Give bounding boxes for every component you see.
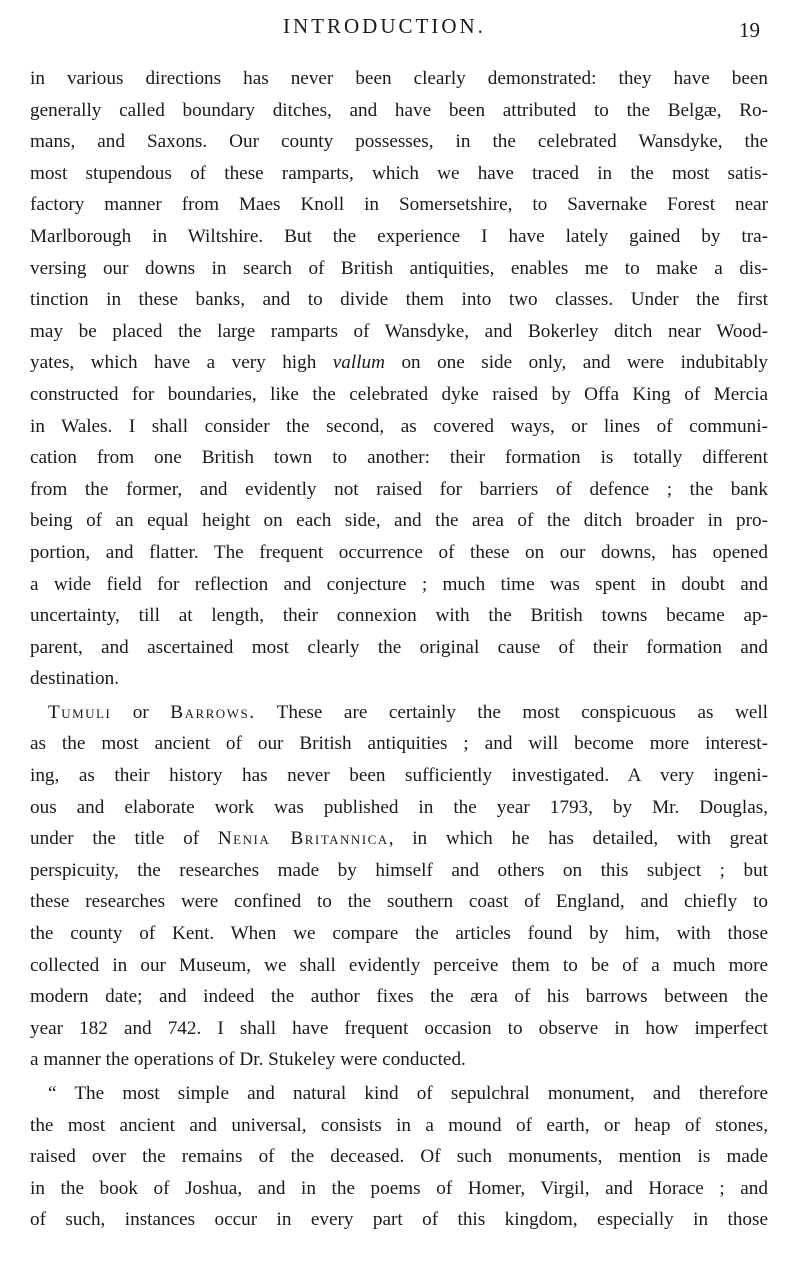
body-text	[30, 63, 768, 1236]
text-line: a wide field for reflection and conjecture ; much time was spent in doubt and	[30, 573, 768, 595]
text-line: ing, as their history has never been sufficiently investigated. A very ingeni-	[30, 765, 768, 787]
running-head	[0, 12, 800, 42]
text-line: these researches were confined to the southern coast of England, and chiefly to	[30, 891, 768, 913]
text-line: constructed for boundaries, like the celebrated dyke raised by Offa King of Mercia	[30, 383, 768, 405]
text-line: factory manner from Maes Knoll in Somersetshire, to Savernake Forest near	[30, 194, 768, 216]
paragraph-quotation	[30, 1078, 768, 1236]
text-line: perspicuity, the researches made by himself and others on this subject ; but	[30, 859, 768, 881]
page-number: 19	[739, 18, 760, 42]
text-line: in various directions has never been clearly demonstrated: they have been	[30, 68, 768, 89]
text-line: may be placed the large ramparts of Wansdyke, and Bokerley ditch near Wood-	[30, 320, 768, 342]
text-run: or	[111, 701, 171, 723]
paragraph-barrows	[30, 697, 768, 1076]
paragraph-ditches	[30, 63, 768, 695]
text-run: yates, which have a very high	[30, 352, 333, 374]
text-line: from the former, and evidently not raised for barriers of defence ; the bank	[30, 478, 768, 500]
text-line: tinction in these banks, and to divide them into two classes. Under the first	[30, 289, 768, 311]
text-line: collected in our Museum, we shall evidently perceive them to be of a much more	[30, 954, 768, 976]
text-line: modern date; and indeed the author fixes the æra of his barrows between the	[30, 986, 768, 1008]
text-line: the county of Kent. When we compare the articles found by him, with those	[30, 923, 768, 945]
text-line: the most ancient and universal, consists in a mound of earth, or heap of stones,	[30, 1114, 768, 1136]
text-line: “ The most simple and natural kind of sepulchral monument, and therefore	[48, 1083, 768, 1104]
text-line: versing our downs in search of British antiquities, enables me to make a dis-	[30, 257, 768, 279]
text-line: Marlborough in Wiltshire. But the experience I have lately gained by tra-	[30, 225, 768, 247]
section-heading: Tumuli	[48, 701, 112, 723]
text-line: portion, and flatter. The frequent occurrence of these on our downs, has opened	[30, 541, 768, 563]
text-line: a manner the operations of Dr. Stukeley were conducted.	[30, 1049, 466, 1071]
text-line	[30, 823, 768, 855]
text-line: in the book of Joshua, and in the poems of Homer, Virgil, and Horace ; and	[30, 1177, 768, 1199]
text-line: generally called boundary ditches, and have been attributed to the Belgæ, Ro-	[30, 99, 768, 121]
running-head-title: INTRODUCTION.	[283, 14, 486, 38]
italic-term: vallum	[332, 352, 385, 374]
text-run: , in which he has detailed, with great	[388, 828, 768, 850]
text-run: These are certainly the most conspicuous as well	[255, 701, 768, 723]
text-line	[30, 697, 768, 729]
book-title: Nenia Britannica	[217, 828, 389, 850]
text-line: destination.	[30, 668, 119, 690]
text-line: year 182 and 742. I shall have frequent occasion to observe in how imperfect	[30, 1017, 768, 1039]
text-line: being of an equal height on each side, and the area of the ditch broader in pro-	[30, 510, 768, 532]
text-line: in Wales. I shall consider the second, as covered ways, or lines of communi-	[30, 415, 768, 437]
text-run: on one side only, and were indubitably	[385, 352, 768, 374]
section-heading: Barrows.	[170, 701, 256, 723]
text-line: cation from one British town to another: their formation is totally different	[30, 447, 768, 469]
text-line: ous and elaborate work was published in the year 1793, by Mr. Douglas,	[30, 796, 768, 818]
text-line: mans, and Saxons. Our county possesses, in the celebrated Wansdyke, the	[30, 131, 768, 153]
text-line: raised over the remains of the deceased. Of such monuments, mention is made	[30, 1146, 768, 1168]
text-line: as the most ancient of our British antiquities ; and will become more interest-	[30, 733, 768, 755]
text-line: uncertainty, till at length, their connexion with the British towns became ap-	[30, 605, 768, 627]
text-line: of such, instances occur in every part of this kingdom, especially in those	[30, 1209, 768, 1231]
text-line: most stupendous of these ramparts, which we have traced in the most satis-	[30, 162, 768, 184]
text-line: parent, and ascertained most clearly the original cause of their formation and	[30, 636, 768, 658]
text-run: under the title of	[30, 828, 218, 850]
text-line	[30, 347, 768, 379]
